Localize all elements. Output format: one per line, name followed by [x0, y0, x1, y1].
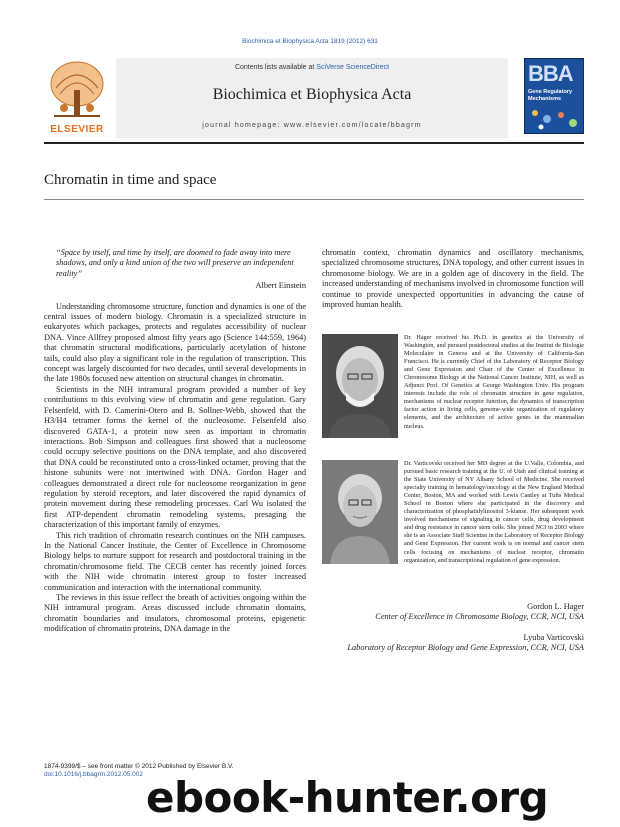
portrait-woman-icon: [322, 460, 398, 564]
epigraph-author: Albert Einstein: [255, 281, 306, 291]
body-paragraph: Understanding chromosome structure, function and dynamics is one of the central issues of modern biology. Chromatin is a specialized structure in eukaryotes which packages, protects and regulates accessibility of nuclear DNA. Vince Allfrey proposed almost fifty years ago (Science 144:559, 1964) that chromatin structural modifications, particularly acetylation of histone tails, could also play a significant role in the regulation of transcription. This concept was largely discounted for two decades, until several developments in the late 1980s focused new attention on structural changes in chromatin.: [44, 301, 306, 384]
signature-name: Lyuba Varticovski: [523, 633, 584, 642]
contents-prefix: Contents lists available at: [234, 64, 317, 71]
cover-pattern-icon: [529, 107, 581, 131]
author-bio-varticovski: [322, 460, 584, 590]
doi-link[interactable]: doi:10.1016/j.bbagrm.2012.05.002: [44, 771, 144, 778]
journal-citation: Biochimica et Biophysica Acta 1819 (2012) 631: [242, 38, 378, 45]
elsevier-tree-icon: [44, 58, 110, 122]
signature-varticovski: [322, 633, 584, 654]
author-bio-hager: [322, 334, 584, 444]
header-divider: [44, 142, 584, 144]
signature-hager: [322, 602, 584, 623]
journal-title: Biochimica et Biophysica Acta: [212, 86, 412, 103]
journal-header: [44, 58, 510, 138]
portrait-man-icon: [322, 334, 398, 438]
watermark: ebook-hunter.org: [146, 773, 549, 822]
article-title: Chromatin in time and space: [44, 172, 217, 188]
bio-text: Dr. Hager received his Ph.D. in genetics at the University of Washington, and pursued postdoctoral studies at the Institut de Biologie Moleculaire in Geneva and at the University of California-San Francisco. He is currently Chief of the Laboratory of Receptor Biology and Gene Expression and Chair of the Center of Excellence in Chromosome Biology at the National Cancer Institute, NIH, as well as Adjunct Prof. Of Genetics at George Washington Univ. His program interests include the role of chromatin structure in gene regulation, mechanisms of nuclear receptor function, the dynamics of transcription factor action in living cells, genome-wide organization of regulatory elements, and the architecture of active genes in the mammalian nucleus.: [404, 334, 584, 430]
journal-cover: [524, 58, 584, 134]
cover-logo: BBA: [528, 61, 573, 86]
elsevier-wordmark: ELSEVIER: [50, 124, 104, 135]
journal-banner: [116, 58, 508, 138]
bio-text: Dr. Varticovski received her MD degree at the U.Valle, Colombia, and pursued basic research training at the U. of Utah and clinical training at the State University of NY Albany School of Medicine. She received specialty training in hematology/oncology at the New England Medical Center, Boston, MA and worked with Lewis Cantley at Tufts Medical School in Boston where she participated in the discovery and characterization of phosphatidylinositol 3-kianse. Her subsequent work involved mechanisms of signaling in cancer cells, drug development and drug resistance in cancer stem cells. She joined NCI in 2003 where she is an Associate Staff Scientist in the Laboratory of Receptor Biology and Gene Expression. Her current work is on normal and cancer stem cells focusing on mechanisms of nuclear receptor, chromatin organization, and transcriptional regulation of gene expression.: [404, 460, 584, 564]
right-column: [322, 248, 584, 310]
signature-name: Gordon L. Hager: [527, 602, 584, 611]
body-paragraph: Scientists in the NIH intramural program provided a number of key contributions to this evolving view of chromatin and gene regulation. Gary Felsenfeld, with D. Camerini-Otero and B. Sollner-Webb, showed that the H3/H4 tetramer forms the kernel of the nucleosome. Felsenfeld also discovered GATA-1, a protein now seen as important in chromatin interactions. Bob Simpson and colleagues first showed that a nucleosome could occupy selective positions on the DNA template, and also discovered that DNA could be reconstituted onto a cross-linked octamer, proving that the histone subunits were not intertwined with DNA. Gordon Hager and colleagues demonstrated a direct role for nucleosome reorganization in gene regulation by steroid receptors, and later discovered the rapid dynamics of protein movement during these remodeling processes. Carl Wu isolated the first ATP-dependent chromatin remodeling systems, presaging the characterization of this important family of enzymes.: [44, 384, 306, 530]
copyright-line: 1874-9399/$ – see front matter © 2012 Published by Elsevier B.V.: [44, 763, 234, 770]
signature-affiliation: Center of Excellence in Chromosome Biology, CCR, NCI, USA: [375, 612, 584, 622]
author-photo: [322, 334, 398, 438]
author-photo: [322, 460, 398, 564]
epigraph: “Space by itself, and time by itself, are doomed to fade away into mere shadows, and only a kind union of the two will preserve an independent reality”: [56, 248, 294, 278]
cover-subtitle: Gene Regulatory Mechanisms: [528, 89, 573, 102]
body-paragraph-continued: chromatin context, chromatin dynamics and oscillatory mechanisms, specialized chromosome structures, DNA topology, and other current issues in chromosome biology. We are in a golden age of discovery in the field. The increased understanding of mechanisms involved in chromosome function will continue to provide unexpected opportunities in advancing the cause of improved human health.: [322, 248, 584, 310]
journal-homepage[interactable]: journal homepage: www.elsevier.com/locate/bbagrm: [202, 122, 422, 129]
contents-availability: [116, 64, 508, 71]
sciencedirect-link[interactable]: SciVerse ScienceDirect: [316, 64, 390, 71]
left-column: [44, 248, 306, 635]
signature-affiliation: Laboratory of Receptor Biology and Gene Expression, CCR, NCI, USA: [347, 643, 584, 653]
body-paragraph: This rich tradition of chromatin research continues on the NIH campuses. In the National Cancer Institute, the Center of Excellence in Chromosome Biology helps to nurture support for research and postdoctoral training in the chromatin/chromosome field. The CECB center has recently joined forces with the NIH wide chromatin interest group to foster increased communication and interaction with the international community.: [44, 530, 306, 592]
title-divider: [44, 199, 584, 200]
body-paragraph: The reviews in this issue reflect the breath of activities ongoing within the NIH intramural program. Areas discussed include chromatin domains, chromatin boundaries and insulators, chromosomal proteins, epigenetic modification of chromatin proteins, DNA damage in the: [44, 593, 306, 634]
